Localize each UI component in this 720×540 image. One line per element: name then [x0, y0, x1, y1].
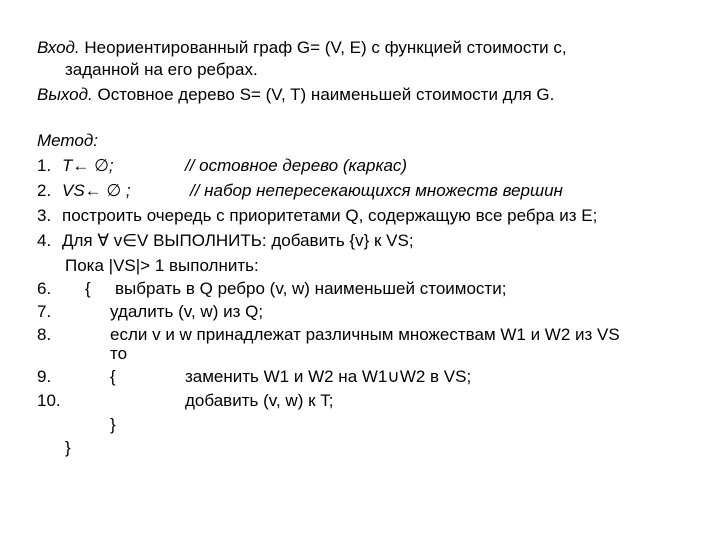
output-label: Выход.	[37, 85, 93, 104]
line-number: 1.	[37, 156, 52, 175]
step-text: заменить W1 и W2 на W1∪W2 в VS;	[185, 367, 472, 386]
input-text: Неориентированный граф G= (V, E) с функцией стоимости c,	[84, 38, 567, 57]
step-text: Для ∀ v∈V ВЫПОЛНИТЬ: добавить {v} к VS;	[62, 231, 414, 250]
step-text: если v и w принадлежат различным множествам W1 и W2 из VS	[110, 325, 620, 344]
line-number: 6.	[37, 279, 52, 298]
output-text: Остовное дерево S= (V, T) наименьшей стоимости для G.	[97, 85, 555, 104]
comment-text: // остовное дерево (каркас)	[185, 156, 408, 175]
comment-text: // набор непересекающихся множеств вершин	[190, 181, 563, 200]
input-line	[37, 37, 567, 59]
step-text: удалить (v, w) из Q;	[110, 302, 264, 321]
code-text: VS← ∅ ;	[62, 181, 131, 200]
line-number: 4.	[37, 231, 52, 250]
line-number: 3.	[37, 206, 52, 225]
open-brace: {	[110, 367, 116, 386]
while-text: Пока |VS|> 1 выполнить:	[65, 256, 259, 275]
line-number: 8.	[37, 325, 52, 344]
input-text-continued: заданной на его ребрах.	[65, 60, 258, 79]
line-number: 9.	[37, 367, 52, 386]
close-brace: }	[110, 415, 116, 434]
then-text: то	[110, 344, 128, 363]
line-number: 7.	[37, 302, 52, 321]
input-label: Вход.	[37, 38, 80, 57]
output-line	[37, 84, 554, 106]
close-brace: }	[65, 438, 71, 457]
open-brace: {	[85, 279, 91, 298]
method-label: Метод:	[37, 131, 98, 150]
code-text: T← ∅;	[62, 156, 114, 175]
line-number: 10.	[37, 391, 61, 410]
step-text: добавить (v, w) к T;	[185, 391, 334, 410]
line-number: 2.	[37, 181, 52, 200]
step-text: выбрать в Q ребро (v, w) наименьшей стоимости;	[115, 279, 507, 298]
step-text: построить очередь с приоритетами Q, содержащую все ребра из E;	[62, 206, 598, 225]
